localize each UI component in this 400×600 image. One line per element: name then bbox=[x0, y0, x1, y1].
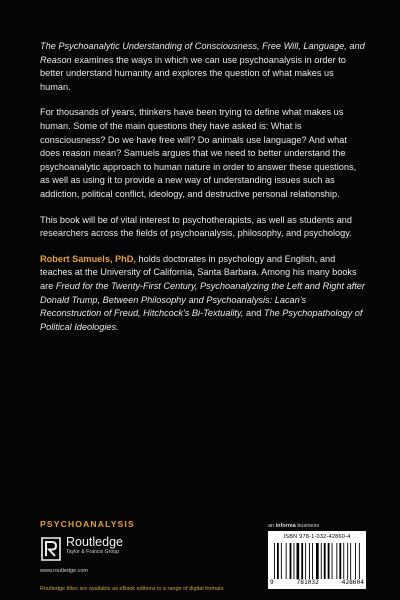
author-name: Robert Samuels, PhD, bbox=[40, 253, 136, 264]
cover-blurb bbox=[40, 40, 366, 346]
informa-suffix: business bbox=[295, 523, 320, 529]
barcode-bars-icon bbox=[274, 543, 360, 579]
bio-books-1: Freud for the Twenty-First Century, Psychoanalyzing the Left and Right after Donald Trump, Between Philosophy and Psychoanalysis: Lacan's Reconstruction of Freud, Hitchcock's Bi-Textuality, bbox=[40, 280, 365, 319]
informa-prefix: an bbox=[268, 523, 276, 529]
intro-paragraph bbox=[40, 40, 366, 94]
ebook-note: Routledge titles are available as eBook editions in a range of digital formats bbox=[40, 586, 224, 592]
audience-paragraph: This book will be of vital interest to psychotherapists, as well as students and researchers across the fields of psychoanalysis, philosophy, and psychology. bbox=[40, 214, 353, 239]
informa-tagline bbox=[268, 523, 319, 529]
publisher-group: Taylor & Francis Group bbox=[66, 549, 120, 555]
intro-text: examines the ways in which we can use psychoanalysis in order to better understand humanity and explores the question of what makes us human. bbox=[40, 54, 346, 92]
routledge-logo-icon bbox=[40, 536, 62, 562]
barcode-digit-group1: 781032 bbox=[296, 579, 319, 586]
barcode-digit-group2: 428604 bbox=[341, 579, 364, 586]
informa-brand: informa bbox=[275, 523, 296, 529]
publisher-name: Routledge bbox=[66, 535, 123, 549]
isbn-label: ISBN 978-1-032-42860-4 bbox=[283, 534, 351, 540]
publisher-url[interactable]: www.routledge.com bbox=[40, 568, 88, 574]
barcode-digit-first: 9 bbox=[270, 579, 274, 586]
publisher-text bbox=[66, 536, 123, 556]
bio-books-2: The Psychopathology of Political Ideologies. bbox=[40, 308, 363, 332]
barcode bbox=[268, 531, 366, 589]
publisher-block bbox=[40, 536, 123, 562]
book-title-italic: The Psychoanalytic Understanding of Consciousness, Free Will, Language, and Reason bbox=[40, 41, 365, 65]
barcode-digits bbox=[270, 579, 364, 586]
description-paragraph: For thousands of years, thinkers have been trying to define what makes us human. Some of the main questions they have asked is: What is consciousness? Do we have free will? Do animals use language? And what does reason mean? Samuels argues that we need to better understand the psychoanalytic approach to human nature in order to answer these questions, as well as using it to provide a new way of understanding issues such as addiction, political conflict, ideology, and destructive personal relationship. bbox=[40, 107, 357, 199]
bio-text-2: and bbox=[243, 308, 264, 319]
author-bio bbox=[40, 253, 366, 335]
bio-text-1: holds doctorates in psychology and English, and teaches at the University of California, Santa Barbara. Among his many books are bbox=[40, 253, 357, 291]
subject-label: PSYCHOANALYSIS bbox=[40, 519, 135, 529]
